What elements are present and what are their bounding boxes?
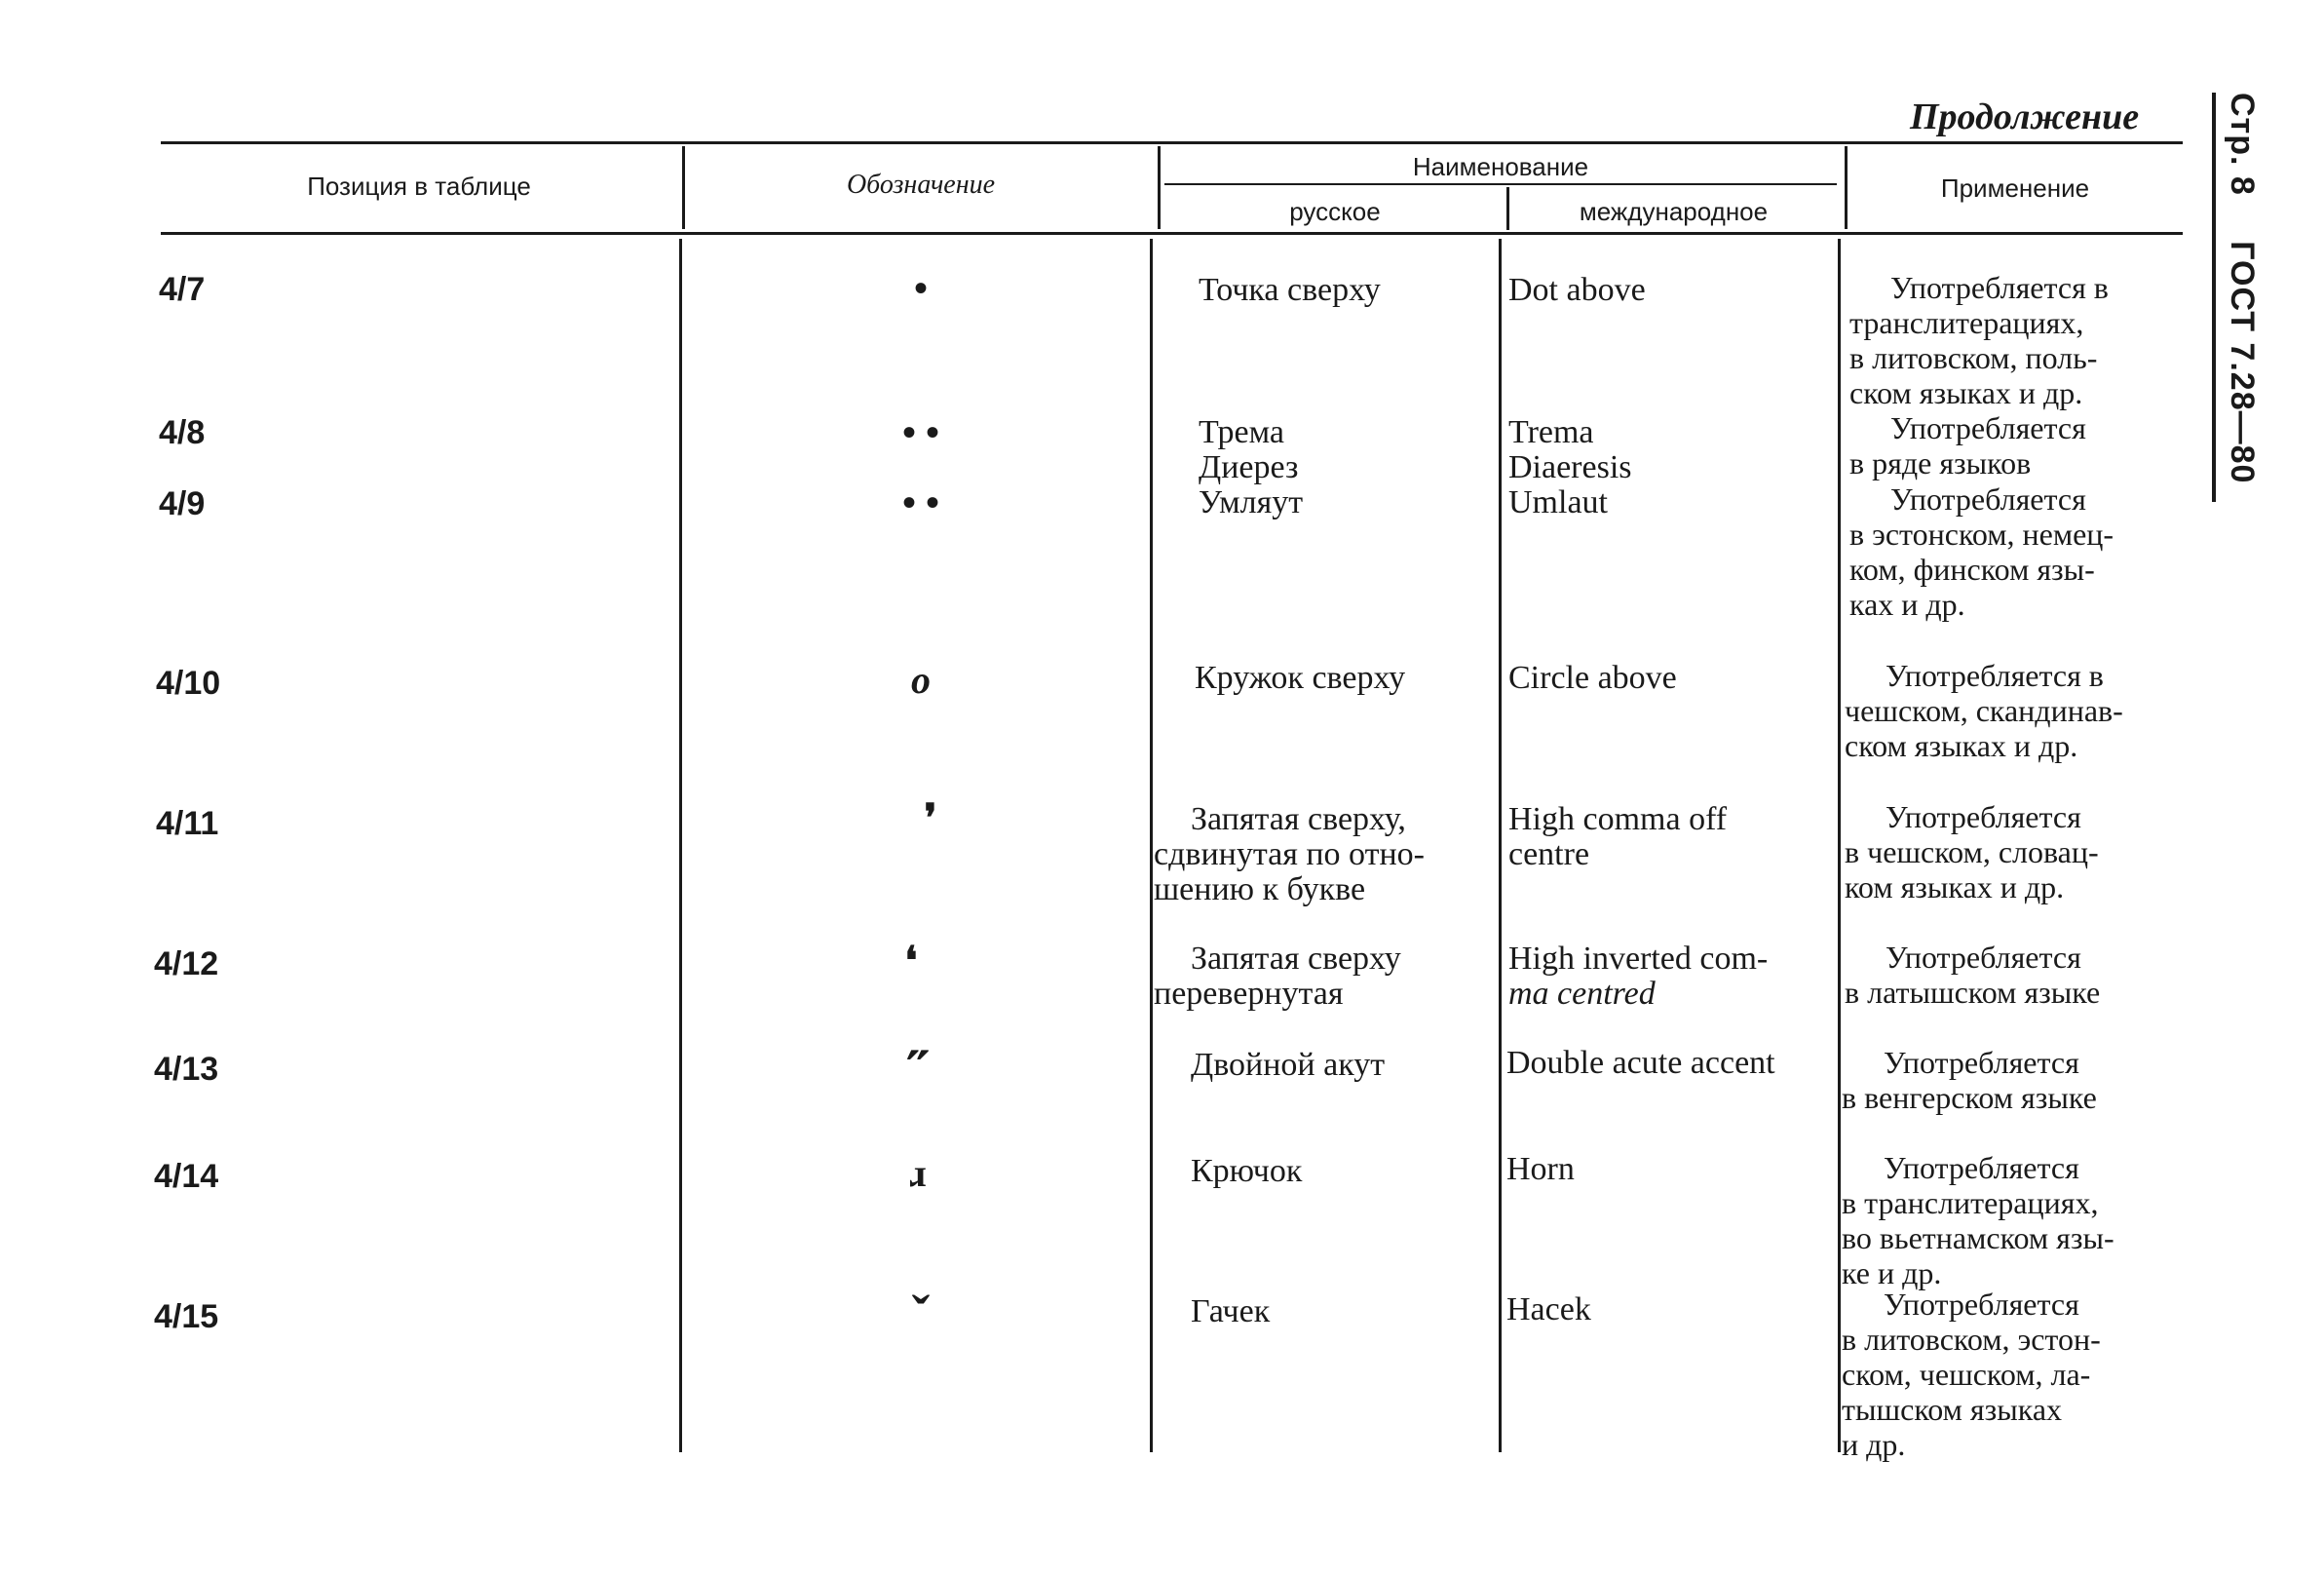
header-divider (1845, 146, 1848, 229)
position-cell: 4/7 (159, 271, 206, 308)
application-line: Употребляется (1886, 940, 2081, 975)
position-cell: 4/14 (154, 1158, 219, 1195)
symbol-cell: ɹ (909, 1151, 927, 1195)
application-line: Употребляется (1884, 1287, 2079, 1322)
application-line: Употребляется (1890, 410, 2086, 445)
header-divider (1158, 146, 1161, 229)
application-line: и др. (1842, 1427, 1906, 1462)
application-line: ком, финском язы- (1849, 552, 2095, 587)
international-name-line: Circle above (1508, 660, 1677, 696)
application-line: ках и др. (1849, 587, 1965, 622)
russian-name-line: Умляут (1199, 484, 1304, 520)
international-name-line: ma centred (1508, 976, 1656, 1012)
russian-name-line: Крючок (1191, 1153, 1303, 1189)
column-divider (1499, 239, 1502, 1452)
application-line: ском языках и др. (1845, 728, 2078, 763)
application-line: Употребляется в (1886, 658, 2104, 693)
international-name-line: Trema (1508, 414, 1594, 450)
header-designation: Обозначение (846, 170, 996, 200)
application-line: в чешском, словац- (1845, 834, 2099, 869)
position-cell: 4/13 (154, 1051, 219, 1088)
symbol-cell: ❜ (924, 796, 937, 840)
international-name-line: Double acute accent (1506, 1045, 1775, 1081)
column-divider (1150, 239, 1153, 1452)
application-line: в ряде языков (1849, 445, 2032, 480)
international-name-line: Hacek (1506, 1291, 1591, 1327)
symbol-cell: • • (901, 410, 939, 454)
header-position: Позиция в таблице (307, 172, 531, 201)
header-name: Наименование (1412, 152, 1589, 181)
position-cell: 4/15 (154, 1298, 219, 1335)
application-line: в эстонском, немец- (1849, 517, 2114, 552)
russian-name-line: Кружок сверху (1195, 660, 1406, 696)
symbol-cell: ˝ (908, 1040, 928, 1104)
application-line: в литовском, эстон- (1842, 1322, 2101, 1357)
application-line: Употребляется (1890, 481, 2086, 517)
russian-name-line: Запятая сверху, (1191, 801, 1406, 837)
symbol-cell: ❛ (904, 939, 918, 982)
international-name-line: centre (1508, 836, 1590, 872)
side-page-label (2212, 93, 2267, 502)
position-cell: 4/12 (154, 945, 219, 982)
application-line: Употребляется (1884, 1045, 2079, 1080)
application-line: ке и др. (1842, 1255, 1942, 1290)
application-line: в венгерском языке (1842, 1080, 2097, 1115)
standard-code: ГОСТ 7.28—80 (2224, 241, 2261, 484)
position-cell: 4/10 (156, 665, 221, 702)
column-divider (1838, 239, 1841, 1452)
symbol-cell: o (911, 658, 931, 702)
table-top-rule (161, 141, 2183, 144)
russian-name-line: Двойной акут (1191, 1047, 1386, 1083)
symbol-cell: • • (901, 480, 939, 524)
application-line: Употребляется (1884, 1150, 2079, 1185)
international-name-line: Umlaut (1508, 484, 1608, 520)
russian-name-line: перевернутая (1154, 976, 1344, 1012)
symbol-cell: ˇ (911, 1286, 931, 1346)
application-line: в латышском языке (1845, 975, 2101, 1010)
application-line: ском, чешском, ла- (1842, 1357, 2091, 1392)
position-cell: 4/11 (156, 805, 219, 842)
position-cell: 4/9 (159, 485, 206, 522)
russian-name-line: шению к букве (1154, 871, 1366, 907)
application-line: в транслитерациях, (1842, 1185, 2099, 1220)
page-number: Стр. 8 (2224, 93, 2261, 196)
table-header-rule (161, 232, 2183, 235)
international-name-line: High comma off (1508, 801, 1728, 837)
application-line: в литовском, поль- (1849, 340, 2098, 375)
application-line: Употребляется в (1890, 270, 2109, 305)
international-name-line: Dot above (1508, 272, 1646, 308)
russian-name-line: Гачек (1191, 1293, 1271, 1329)
column-divider (679, 239, 682, 1452)
header-application: Применение (1940, 173, 2090, 203)
application-line: ком языках и др. (1845, 869, 2065, 904)
application-line: тышском языках (1842, 1392, 2063, 1427)
header-divider (682, 146, 685, 229)
application-line: Употребляется (1886, 799, 2081, 834)
russian-name-line: Диерез (1199, 449, 1299, 485)
application-line: во вьетнамском язы- (1842, 1220, 2114, 1255)
header-divider (1506, 187, 1509, 230)
name-subheader-rule (1164, 183, 1837, 185)
russian-name-line: Трема (1199, 414, 1284, 450)
symbol-cell: • (913, 266, 928, 310)
position-cell: 4/8 (159, 414, 206, 451)
application-line: транслитерациях, (1849, 305, 2084, 340)
russian-name-line: Точка сверху (1199, 272, 1381, 308)
header-russian: русское (1289, 197, 1381, 226)
russian-name-line: сдвинутая по отно- (1154, 836, 1425, 872)
header-international: международное (1579, 197, 1769, 226)
international-name-line: High inverted com- (1508, 941, 1769, 977)
international-name-line: Diaeresis (1508, 449, 1632, 485)
application-line: чешском, скандинав- (1845, 693, 2123, 728)
continuation-label: Продолжение (1910, 96, 2140, 137)
application-line: ском языках и др. (1849, 375, 2083, 410)
international-name-line: Horn (1506, 1151, 1575, 1187)
russian-name-line: Запятая сверху (1191, 941, 1401, 977)
